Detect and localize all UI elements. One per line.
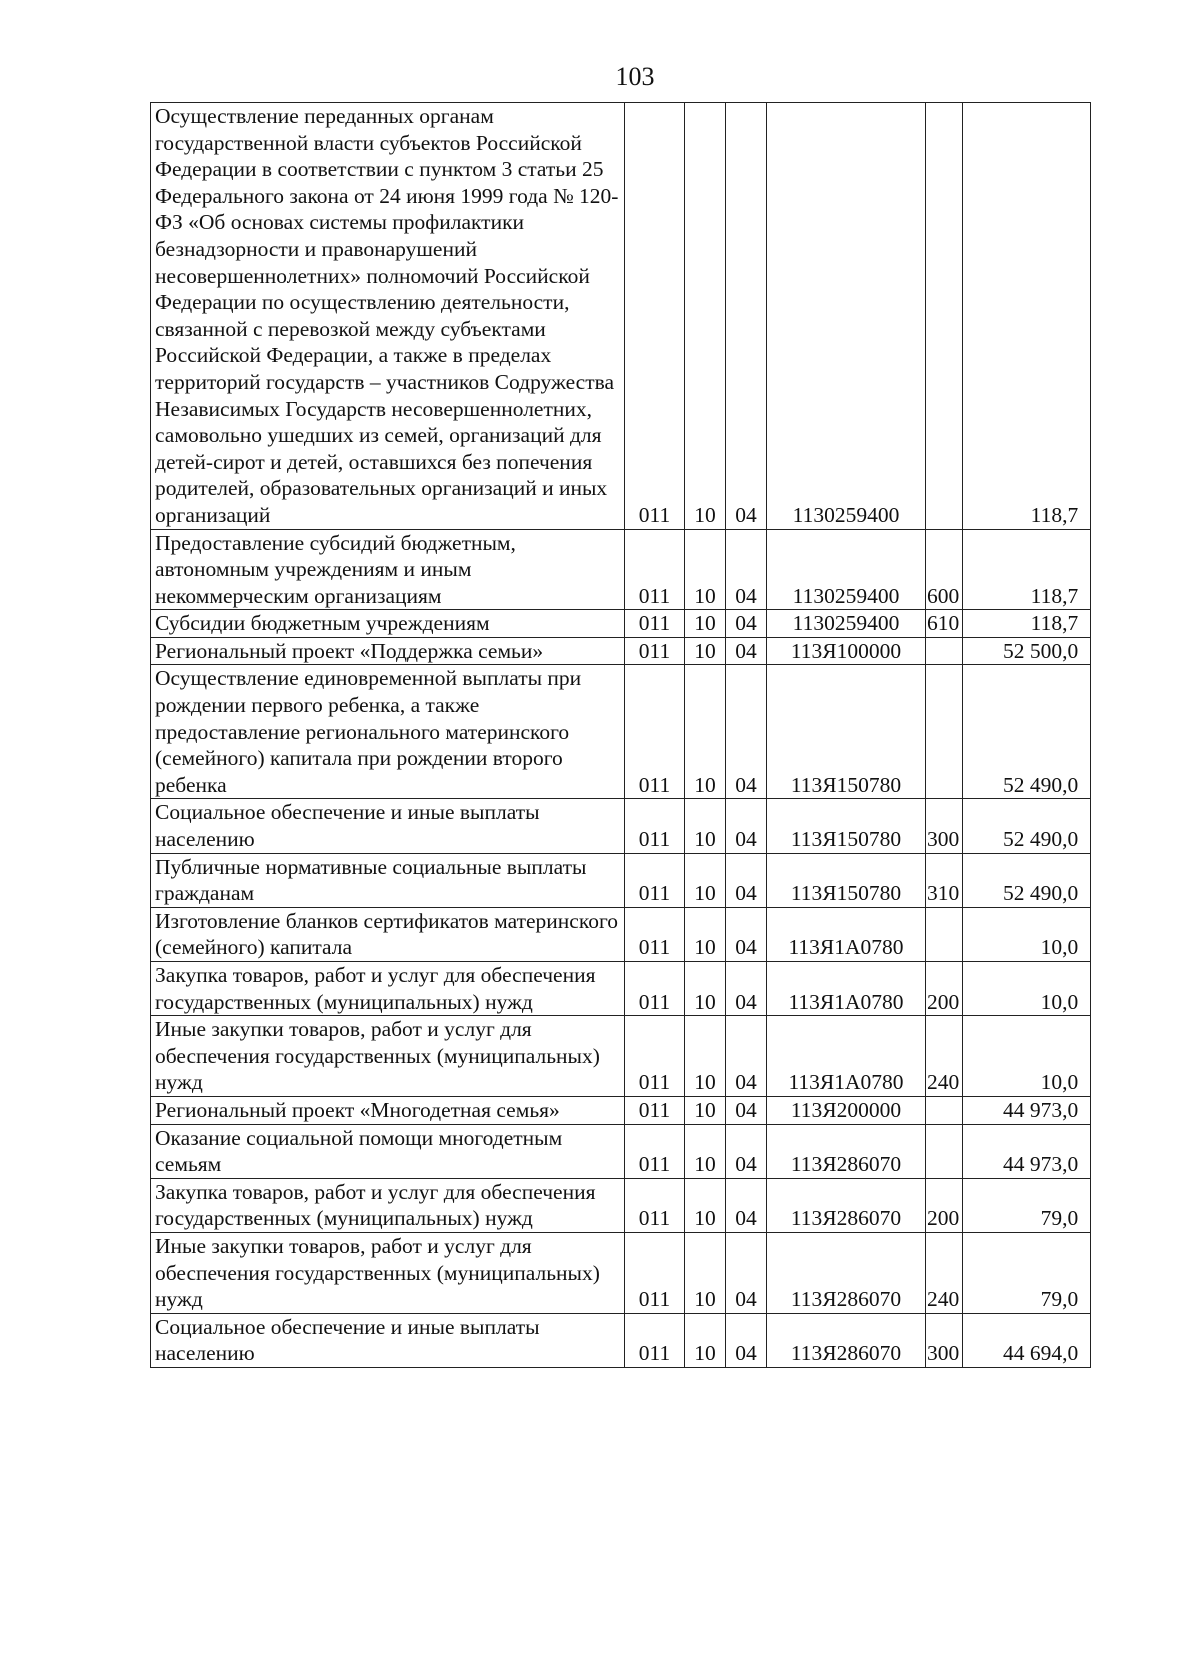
row-target-article-code: 113Я100000	[767, 637, 926, 665]
row-amount: 79,0	[963, 1232, 1091, 1313]
row-target-article-code: 1130259400	[767, 529, 926, 610]
row-section-code: 10	[685, 637, 726, 665]
table-row	[151, 610, 1091, 638]
row-amount: 118,7	[963, 610, 1091, 638]
table-row	[151, 799, 1091, 853]
row-grbs-code: 011	[625, 853, 685, 907]
table-row	[151, 907, 1091, 961]
row-section-code: 10	[685, 1178, 726, 1232]
row-grbs-code: 011	[625, 1016, 685, 1097]
row-name: Закупка товаров, работ и услуг для обеспечения государственных (муниципальных) нужд	[151, 962, 625, 1016]
row-section-code: 10	[685, 799, 726, 853]
row-grbs-code: 011	[625, 610, 685, 638]
row-amount: 44 694,0	[963, 1313, 1091, 1367]
row-grbs-code: 011	[625, 1313, 685, 1367]
row-section-code: 10	[685, 610, 726, 638]
row-amount: 10,0	[963, 1016, 1091, 1097]
row-subsection-code: 04	[726, 103, 767, 530]
row-expense-type-code: 240	[926, 1016, 963, 1097]
row-amount: 118,7	[963, 103, 1091, 530]
table-row	[151, 103, 1091, 530]
row-subsection-code: 04	[726, 799, 767, 853]
row-target-article-code: 113Я1А0780	[767, 907, 926, 961]
row-subsection-code: 04	[726, 1178, 767, 1232]
row-target-article-code: 113Я286070	[767, 1313, 926, 1367]
row-amount: 10,0	[963, 907, 1091, 961]
row-expense-type-code	[926, 1124, 963, 1178]
row-grbs-code: 011	[625, 1232, 685, 1313]
row-target-article-code: 113Я1А0780	[767, 962, 926, 1016]
row-expense-type-code: 300	[926, 799, 963, 853]
row-grbs-code: 011	[625, 907, 685, 961]
row-name: Субсидии бюджетным учреждениям	[151, 610, 625, 638]
row-target-article-code: 113Я1А0780	[767, 1016, 926, 1097]
row-amount: 52 490,0	[963, 853, 1091, 907]
table-body	[151, 103, 1091, 1368]
row-expense-type-code: 310	[926, 853, 963, 907]
row-target-article-code: 113Я150780	[767, 799, 926, 853]
table-row	[151, 637, 1091, 665]
row-target-article-code: 1130259400	[767, 610, 926, 638]
row-section-code: 10	[685, 1232, 726, 1313]
row-section-code: 10	[685, 103, 726, 530]
row-section-code: 10	[685, 1124, 726, 1178]
row-name: Оказание социальной помощи многодетным семьям	[151, 1124, 625, 1178]
row-expense-type-code: 600	[926, 529, 963, 610]
row-target-article-code: 113Я286070	[767, 1232, 926, 1313]
row-name: Иные закупки товаров, работ и услуг для обеспечения государственных (муниципальных) нужд	[151, 1232, 625, 1313]
row-section-code: 10	[685, 962, 726, 1016]
row-target-article-code: 113Я150780	[767, 853, 926, 907]
row-grbs-code: 011	[625, 1178, 685, 1232]
row-amount: 118,7	[963, 529, 1091, 610]
row-section-code: 10	[685, 907, 726, 961]
table-row	[151, 1124, 1091, 1178]
row-subsection-code: 04	[726, 1313, 767, 1367]
row-grbs-code: 011	[625, 665, 685, 799]
row-expense-type-code: 200	[926, 1178, 963, 1232]
row-grbs-code: 011	[625, 962, 685, 1016]
row-expense-type-code	[926, 637, 963, 665]
row-target-article-code: 113Я150780	[767, 665, 926, 799]
row-grbs-code: 011	[625, 1096, 685, 1124]
row-section-code: 10	[685, 529, 726, 610]
row-grbs-code: 011	[625, 637, 685, 665]
table-row	[151, 853, 1091, 907]
row-name: Социальное обеспечение и иные выплаты населению	[151, 799, 625, 853]
row-subsection-code: 04	[726, 1096, 767, 1124]
row-amount: 10,0	[963, 962, 1091, 1016]
row-subsection-code: 04	[726, 529, 767, 610]
row-subsection-code: 04	[726, 1124, 767, 1178]
row-name: Осуществление единовременной выплаты при рождении первого ребенка, а также предоставление регионального материнского (семейного) капитала при рождении второго ребенка	[151, 665, 625, 799]
table-row	[151, 1096, 1091, 1124]
row-name: Региональный проект «Поддержка семьи»	[151, 637, 625, 665]
row-name: Осуществление переданных органам государственной власти субъектов Российской Федерации в соответствии с пунктом 3 статьи 25 Федерального закона от 24 июня 1999 года № 120-ФЗ «Об основах системы профилактики безнадзорности и правонарушений несовершеннолетних» полномочий Российской Федерации по осуществлению деятельности, связанной с перевозкой между субъектами Российской Федерации, а также в пределах территорий государств – участников Содружества Независимых Государств несовершеннолетних, самовольно ушедших из семей, организаций для детей-сирот и детей, оставшихся без попечения родителей, образовательных организаций и иных организаций	[151, 103, 625, 530]
row-grbs-code: 011	[625, 103, 685, 530]
row-subsection-code: 04	[726, 853, 767, 907]
row-expense-type-code: 200	[926, 962, 963, 1016]
row-subsection-code: 04	[726, 610, 767, 638]
row-name: Предоставление субсидий бюджетным, автономным учреждениям и иным некоммерческим организациям	[151, 529, 625, 610]
row-subsection-code: 04	[726, 907, 767, 961]
row-name: Иные закупки товаров, работ и услуг для обеспечения государственных (муниципальных) нужд	[151, 1016, 625, 1097]
row-amount: 52 490,0	[963, 799, 1091, 853]
table-row	[151, 529, 1091, 610]
row-section-code: 10	[685, 1096, 726, 1124]
row-subsection-code: 04	[726, 962, 767, 1016]
row-name: Региональный проект «Многодетная семья»	[151, 1096, 625, 1124]
row-section-code: 10	[685, 665, 726, 799]
row-section-code: 10	[685, 1016, 726, 1097]
row-target-article-code: 1130259400	[767, 103, 926, 530]
row-subsection-code: 04	[726, 665, 767, 799]
row-name: Социальное обеспечение и иные выплаты населению	[151, 1313, 625, 1367]
row-name: Публичные нормативные социальные выплаты гражданам	[151, 853, 625, 907]
row-subsection-code: 04	[726, 1016, 767, 1097]
table-row	[151, 1232, 1091, 1313]
row-expense-type-code: 610	[926, 610, 963, 638]
table-row	[151, 665, 1091, 799]
row-amount: 52 490,0	[963, 665, 1091, 799]
row-expense-type-code: 300	[926, 1313, 963, 1367]
row-expense-type-code	[926, 907, 963, 961]
row-section-code: 10	[685, 1313, 726, 1367]
row-expense-type-code: 240	[926, 1232, 963, 1313]
table-row	[151, 1313, 1091, 1367]
row-amount: 44 973,0	[963, 1096, 1091, 1124]
row-name: Закупка товаров, работ и услуг для обеспечения государственных (муниципальных) нужд	[151, 1178, 625, 1232]
row-subsection-code: 04	[726, 637, 767, 665]
row-amount: 79,0	[963, 1178, 1091, 1232]
row-expense-type-code	[926, 1096, 963, 1124]
table-row	[151, 1016, 1091, 1097]
row-subsection-code: 04	[726, 1232, 767, 1313]
row-expense-type-code	[926, 665, 963, 799]
row-section-code: 10	[685, 853, 726, 907]
table-row	[151, 962, 1091, 1016]
row-amount: 44 973,0	[963, 1124, 1091, 1178]
row-target-article-code: 113Я286070	[767, 1124, 926, 1178]
budget-table	[150, 102, 1091, 1368]
row-target-article-code: 113Я286070	[767, 1178, 926, 1232]
row-grbs-code: 011	[625, 799, 685, 853]
row-expense-type-code	[926, 103, 963, 530]
row-grbs-code: 011	[625, 529, 685, 610]
row-name: Изготовление бланков сертификатов материнского (семейного) капитала	[151, 907, 625, 961]
row-target-article-code: 113Я200000	[767, 1096, 926, 1124]
table-row	[151, 1178, 1091, 1232]
page-number: 103	[615, 62, 655, 91]
row-grbs-code: 011	[625, 1124, 685, 1178]
row-amount: 52 500,0	[963, 637, 1091, 665]
